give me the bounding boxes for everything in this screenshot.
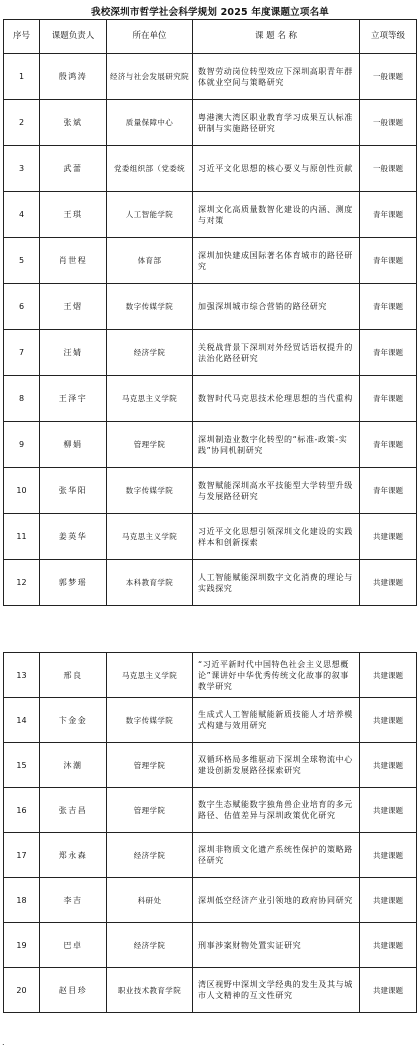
- row-topic: 数智赋能深圳高水平技能型大学转型升级与发展路径研究: [193, 468, 360, 514]
- row-unit: 马克思主义学院: [107, 376, 193, 422]
- table-row: [4, 422, 417, 468]
- row-index: 10: [4, 468, 40, 514]
- row-leader: 汪婧: [40, 330, 107, 376]
- row-unit: 管理学院: [107, 788, 193, 833]
- row-index: 18: [4, 878, 40, 923]
- row-level: 共建课题: [360, 878, 417, 923]
- row-unit: 经济学院: [107, 330, 193, 376]
- row-leader: 王琪: [40, 192, 107, 238]
- row-topic: 人工智能赋能深圳数字文化消费的理论与实践探究: [193, 560, 360, 606]
- row-level: 共建课题: [360, 698, 417, 743]
- row-topic: 刑事涉案财物处置实证研究: [193, 923, 360, 968]
- table-row: [4, 468, 417, 514]
- row-topic: “习近平新时代中国特色社会主义思想概论”课讲好中华优秀传统文化故事的叙事教学研究: [193, 653, 360, 698]
- row-topic: 深圳加快建成国际著名体育城市的路径研究: [193, 238, 360, 284]
- table-row: [4, 238, 417, 284]
- row-topic: 粤港澳大湾区职业教育学习成果互认标准研制与实施路径研究: [193, 100, 360, 146]
- row-level: 共建课题: [360, 788, 417, 833]
- row-leader: 王泽宇: [40, 376, 107, 422]
- row-index: 2: [4, 100, 40, 146]
- row-leader: 巴卓: [40, 923, 107, 968]
- row-level: 一般课题: [360, 146, 417, 192]
- table-row: [4, 146, 417, 192]
- row-level: 共建课题: [360, 833, 417, 878]
- row-index: 13: [4, 653, 40, 698]
- row-topic: 深圳低空经济产业引领地的政府协同研究: [193, 878, 360, 923]
- header-level: 立项等级: [360, 20, 417, 54]
- row-leader: 殷鸿涛: [40, 54, 107, 100]
- row-index: 14: [4, 698, 40, 743]
- table-row: [4, 833, 417, 878]
- table-row: [4, 743, 417, 788]
- row-level: 青年课题: [360, 284, 417, 330]
- row-leader: 郑永森: [40, 833, 107, 878]
- row-level: 青年课题: [360, 238, 417, 284]
- header-topic: 课 题 名 称: [193, 20, 360, 54]
- row-unit: 数字传媒学院: [107, 468, 193, 514]
- header-index: 序号: [4, 20, 40, 54]
- row-index: 16: [4, 788, 40, 833]
- row-level: 一般课题: [360, 54, 417, 100]
- table-row: [4, 192, 417, 238]
- row-level: 共建课题: [360, 653, 417, 698]
- row-index: 15: [4, 743, 40, 788]
- table-row: [4, 968, 417, 1013]
- table-row: [4, 514, 417, 560]
- row-unit: 体育部: [107, 238, 193, 284]
- row-level: 青年课题: [360, 192, 417, 238]
- row-unit: 经济学院: [107, 923, 193, 968]
- table-row: [4, 788, 417, 833]
- corner-mark: .: [2, 1038, 5, 1047]
- project-table-part-1: [3, 19, 417, 606]
- row-unit: 数字传媒学院: [107, 698, 193, 743]
- row-topic: 深圳文化高质量数智化建设的内涵、测度与对策: [193, 192, 360, 238]
- row-leader: 赵目珍: [40, 968, 107, 1013]
- row-leader: 李吉: [40, 878, 107, 923]
- row-level: 青年课题: [360, 422, 417, 468]
- row-level: 共建课题: [360, 743, 417, 788]
- row-index: 12: [4, 560, 40, 606]
- row-topic: 生成式人工智能赋能新质技能人才培养模式构建与效用研究: [193, 698, 360, 743]
- row-level: 共建课题: [360, 968, 417, 1013]
- row-topic: 湾区视野中深圳文学经典的发生及其与城市人文精神的互文性研究: [193, 968, 360, 1013]
- row-leader: 邢良: [40, 653, 107, 698]
- row-topic: 数字生态赋能数字独角兽企业培育的多元路径、估值差异与深圳政策优化研究: [193, 788, 360, 833]
- row-index: 9: [4, 422, 40, 468]
- row-leader: 王熠: [40, 284, 107, 330]
- document-title: 我校深圳市哲学社会科学规划 2025 年度课题立项名单: [91, 7, 329, 18]
- row-unit: 马克思主义学院: [107, 653, 193, 698]
- row-topic: 数智时代马克思技术伦理思想的当代重构: [193, 376, 360, 422]
- row-unit: 质量保障中心: [107, 100, 193, 146]
- row-unit: 党委组织部（党委统: [107, 146, 193, 192]
- row-leader: 柳娟: [40, 422, 107, 468]
- row-index: 1: [4, 54, 40, 100]
- row-unit: 经济学院: [107, 833, 193, 878]
- row-index: 20: [4, 968, 40, 1013]
- table-row: [4, 653, 417, 698]
- table-row: [4, 376, 417, 422]
- row-index: 5: [4, 238, 40, 284]
- row-unit: 人工智能学院: [107, 192, 193, 238]
- table-row: [4, 698, 417, 743]
- table-row: [4, 923, 417, 968]
- row-topic: 加强深圳城市综合营销的路径研究: [193, 284, 360, 330]
- row-unit: 科研处: [107, 878, 193, 923]
- row-index: 11: [4, 514, 40, 560]
- row-topic: 数智劳动岗位转型效应下深圳高职青年群体就业空间与策略研究: [193, 54, 360, 100]
- row-topic: 深圳非物质文化遗产系统性保护的策略路径研究: [193, 833, 360, 878]
- project-table-part-2: [3, 652, 417, 1013]
- row-index: 4: [4, 192, 40, 238]
- row-level: 共建课题: [360, 923, 417, 968]
- row-unit: 马克思主义学院: [107, 514, 193, 560]
- header-unit: 所在单位: [107, 20, 193, 54]
- row-level: 青年课题: [360, 468, 417, 514]
- row-level: 共建课题: [360, 514, 417, 560]
- row-topic: 深圳制造业数字化转型的“标准-政策-实践”协同机制研究: [193, 422, 360, 468]
- row-unit: 管理学院: [107, 422, 193, 468]
- row-leader: 武蕾: [40, 146, 107, 192]
- row-leader: 肖世程: [40, 238, 107, 284]
- table-header-row: [4, 20, 417, 54]
- row-unit: 数字传媒学院: [107, 284, 193, 330]
- table-row: [4, 100, 417, 146]
- row-index: 3: [4, 146, 40, 192]
- table-row: [4, 54, 417, 100]
- row-level: 青年课题: [360, 330, 417, 376]
- row-unit: 职业技术教育学院: [107, 968, 193, 1013]
- row-unit: 本科教育学院: [107, 560, 193, 606]
- row-index: 7: [4, 330, 40, 376]
- row-leader: 沐潮: [40, 743, 107, 788]
- table-row: [4, 284, 417, 330]
- row-leader: 郭梦瑶: [40, 560, 107, 606]
- table-row: [4, 330, 417, 376]
- row-topic: 习近平文化思想引领深圳文化建设的实践样本和创新探索: [193, 514, 360, 560]
- row-topic: 关税战背景下深圳对外经贸话语权提升的法治化路径研究: [193, 330, 360, 376]
- row-leader: 姜英华: [40, 514, 107, 560]
- row-index: 19: [4, 923, 40, 968]
- row-leader: 卞金金: [40, 698, 107, 743]
- row-level: 共建课题: [360, 560, 417, 606]
- table-row: [4, 560, 417, 606]
- row-level: 一般课题: [360, 100, 417, 146]
- row-leader: 张吉昌: [40, 788, 107, 833]
- row-index: 6: [4, 284, 40, 330]
- header-leader: 课题负责人: [40, 20, 107, 54]
- row-leader: 张华阳: [40, 468, 107, 514]
- row-index: 17: [4, 833, 40, 878]
- row-topic: 习近平文化思想的核心要义与原创性贡献: [193, 146, 360, 192]
- row-index: 8: [4, 376, 40, 422]
- table-row: [4, 878, 417, 923]
- row-leader: 张斌: [40, 100, 107, 146]
- row-topic: 双循环格局多维驱动下深圳全球物流中心建设创新发展路径探索研究: [193, 743, 360, 788]
- row-unit: 经济与社会发展研究院: [107, 54, 193, 100]
- row-unit: 管理学院: [107, 743, 193, 788]
- row-level: 青年课题: [360, 376, 417, 422]
